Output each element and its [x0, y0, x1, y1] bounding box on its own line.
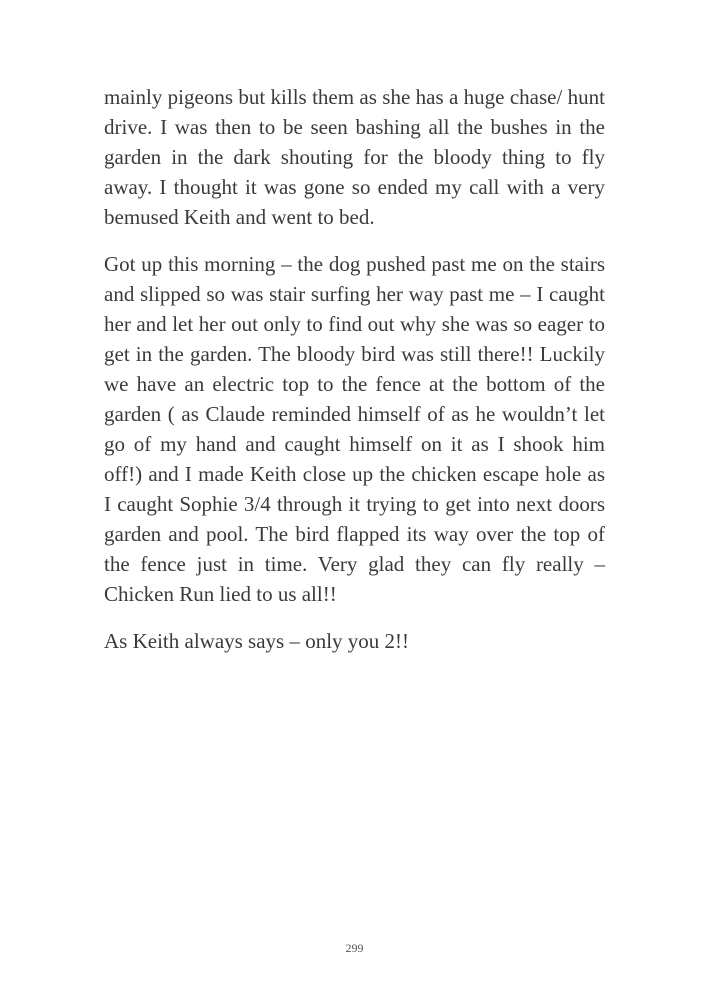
paragraph-1: mainly pigeons but kills them as she has a huge chase/ hunt drive. I was then to be seen bashing all the bushes in the garden in the dark shouting for the bloody thing to fly away. I thought it was gone so ended my call with a very bemused Keith and went to bed.: [104, 85, 605, 229]
body-text: [104, 82, 605, 673]
paragraph-3: As Keith always says – only you 2!!: [104, 629, 410, 653]
paragraph-2: Got up this morning – the dog pushed past me on the stairs and slipped so was stair surfing her way past me – I caught her and let her out only to find out why she was so eager to get in the garden. The bloody bird was still there!! Luckily we have an electric top to the fence at the bottom of the garden ( as Claude reminded himself of as he wouldn’t let go of my hand and caught himself on it as I shook him off!) and I made Keith close up the chicken escape hole as I caught Sophie 3/4 through it trying to get into next doors garden and pool. The bird flapped its way over the top of the fence just in time. Very glad they can fly really – Chicken Run lied to us all!!: [104, 252, 605, 606]
page-number: 299: [345, 941, 364, 955]
